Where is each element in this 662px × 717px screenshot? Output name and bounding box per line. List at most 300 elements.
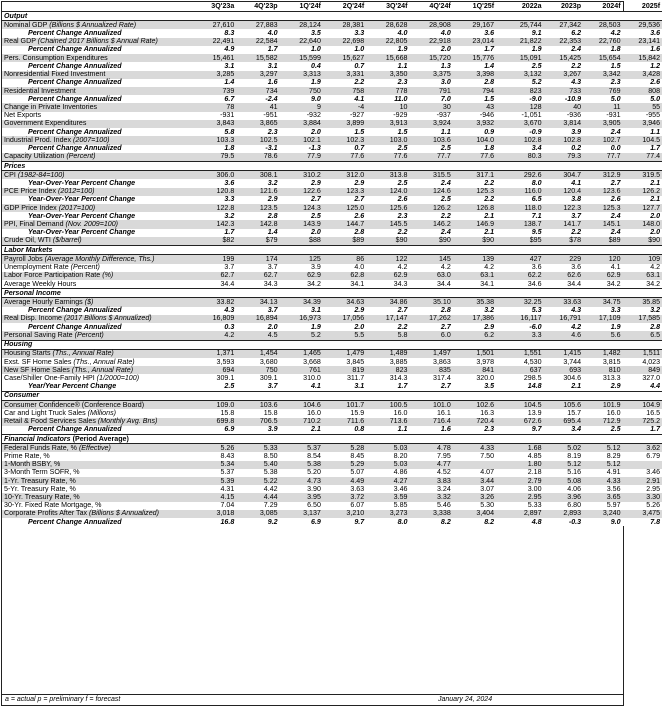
percent-change-row xyxy=(2,95,662,103)
table-cell: 1.7 xyxy=(193,229,236,237)
table-cell: 637 xyxy=(504,366,544,374)
table-cell: 40 xyxy=(544,103,584,111)
table-cell: 3,843 xyxy=(193,120,236,128)
table-cell: 4.2 xyxy=(544,323,584,331)
table-cell: 35.10 xyxy=(409,298,452,307)
col-header: 2Q'24f xyxy=(323,2,366,12)
row-label-unit: (2017 Billions $ Annualized) xyxy=(63,314,152,323)
table-cell: 3,744 xyxy=(544,358,584,366)
table-cell: 77.6 xyxy=(366,153,409,162)
table-cell: 122 xyxy=(366,255,409,264)
table-cell: 63.1 xyxy=(623,272,662,280)
table-cell: 2.7 xyxy=(583,179,623,187)
table-cell: 758 xyxy=(323,87,366,95)
table-cell: 3,297 xyxy=(236,71,279,79)
table-cell: 104.5 xyxy=(623,136,662,144)
table-cell: 17,386 xyxy=(453,315,496,323)
table-cell: 2.4 xyxy=(409,229,452,237)
table-cell: 1.6 xyxy=(236,79,279,87)
table-cell: 104.0 xyxy=(453,136,496,144)
table-cell: 3.6 xyxy=(453,29,496,37)
table-cell: 1.2 xyxy=(623,62,662,70)
table-cell: 2.5 xyxy=(193,383,236,392)
table-cell: 109 xyxy=(623,255,662,264)
column-gap xyxy=(496,237,504,246)
table-cell: 28,628 xyxy=(366,21,409,30)
section-title xyxy=(2,246,662,255)
table-cell: 16.0 xyxy=(280,409,323,417)
table-cell: 30 xyxy=(409,103,452,111)
table-cell: 0.7 xyxy=(323,145,366,153)
row-label-text: Nonresidential Fixed Investment xyxy=(4,70,106,79)
table-cell: 9.0 xyxy=(280,95,323,103)
table-cell: 695.4 xyxy=(544,418,584,426)
table-cell: 7.95 xyxy=(409,452,452,460)
col-header: 3Q'23a xyxy=(193,2,236,12)
table-cell: 2.9 xyxy=(236,196,279,204)
row-label-unit: ($/barrel) xyxy=(52,236,82,245)
table-cell: 22,698 xyxy=(323,38,366,46)
table-cell: 3.6 xyxy=(504,264,544,272)
table-cell: 34.75 xyxy=(583,298,623,307)
table-cell: 3,899 xyxy=(323,120,366,128)
column-gap xyxy=(496,179,504,187)
table-cell: 28,124 xyxy=(280,21,323,30)
table-cell: 2.2 xyxy=(453,179,496,187)
column-gap xyxy=(496,307,504,315)
table-cell: 122.3 xyxy=(544,204,584,212)
table-cell: 2.95 xyxy=(504,493,544,501)
table-cell: 78 xyxy=(193,103,236,111)
table-cell: 3,313 xyxy=(280,71,323,79)
table-cell: 2.1 xyxy=(544,383,584,392)
table-cell: 3.46 xyxy=(623,469,662,477)
table-cell: 15,720 xyxy=(409,54,452,62)
table-cell: 6.07 xyxy=(323,502,366,510)
table-cell: 3,285 xyxy=(193,71,236,79)
row-label-text: Percent Change Annualized xyxy=(28,29,122,37)
col-header: 2025f xyxy=(623,2,662,12)
row-label-unit: (Millions) xyxy=(87,408,116,417)
column-gap xyxy=(496,323,504,331)
table-cell: $78 xyxy=(544,237,584,246)
table-cell: 3,668 xyxy=(280,358,323,366)
row-label-text: 5-Yr. Treasury Rate, % xyxy=(4,484,76,493)
table-cell: 699.8 xyxy=(193,418,236,426)
column-gap xyxy=(496,229,504,237)
table-cell: 0.8 xyxy=(323,426,366,435)
table-cell: 4.91 xyxy=(583,469,623,477)
table-cell: 101.9 xyxy=(583,401,623,410)
table-cell: 2.3 xyxy=(366,212,409,220)
table-cell: 145 xyxy=(409,255,452,264)
table-cell: 23,141 xyxy=(623,38,662,46)
table-cell: 55 xyxy=(623,103,662,111)
table-cell: 849 xyxy=(623,366,662,374)
table-cell: 317.4 xyxy=(409,374,452,382)
table-cell: 103.0 xyxy=(366,136,409,144)
table-cell: 2.0 xyxy=(236,323,279,331)
table-cell: 4,530 xyxy=(504,358,544,366)
table-cell: 34.1 xyxy=(323,280,366,289)
column-gap xyxy=(496,38,504,46)
table-cell: -936 xyxy=(544,112,584,120)
col-header: 2024f xyxy=(583,2,623,12)
section-label: Consumer xyxy=(4,391,40,400)
table-cell: 5.46 xyxy=(409,502,452,510)
table-cell: 4.2 xyxy=(409,264,452,272)
table-cell: 716.4 xyxy=(409,418,452,426)
table-cell: 2.95 xyxy=(623,485,662,493)
table-cell: 142.3 xyxy=(193,220,236,228)
column-gap xyxy=(496,485,504,493)
table-cell: $88 xyxy=(280,237,323,246)
column-gap xyxy=(496,493,504,501)
table-cell: -4 xyxy=(323,103,366,111)
table-cell: 1.6 xyxy=(623,46,662,54)
table-cell: 11 xyxy=(583,103,623,111)
table-cell: 3,884 xyxy=(280,120,323,128)
row-label-unit: (2012=100) xyxy=(58,187,95,196)
table-cell: 5.02 xyxy=(544,444,584,453)
table-cell: 3.95 xyxy=(280,493,323,501)
row-label-unit: (2007=100) xyxy=(73,135,110,144)
table-cell: 2.3 xyxy=(583,79,623,87)
table-cell: 1.4 xyxy=(236,229,279,237)
table-cell: -1.3 xyxy=(280,145,323,153)
column-gap xyxy=(496,79,504,87)
row-label-text: 10-Yr. Treasury Rate, % xyxy=(4,493,80,502)
table-cell: 3,350 xyxy=(366,71,409,79)
col-header: 2022a xyxy=(504,2,544,12)
table-cell: 1.5 xyxy=(583,62,623,70)
percent-change-row xyxy=(2,145,662,153)
table-cell: 292.6 xyxy=(504,171,544,180)
percent-change-row xyxy=(2,196,662,204)
table-cell: 1.8 xyxy=(583,46,623,54)
table-cell: 3.3 xyxy=(193,196,236,204)
table-cell: 34.3 xyxy=(366,280,409,289)
table-cell: 104.9 xyxy=(623,401,662,410)
table-cell: 3,865 xyxy=(236,120,279,128)
economic-forecast-table xyxy=(1,1,661,706)
table-cell: 1.9 xyxy=(280,323,323,331)
row-label-text: 1-Yr. Treasury Rate, % xyxy=(4,476,76,485)
column-gap xyxy=(496,444,504,453)
row-label-text: PPI, Final Demand xyxy=(4,220,64,229)
row-label-text: 3-Month Term SOFR, % xyxy=(4,468,80,477)
table-cell: 22,584 xyxy=(236,38,279,46)
table-cell: 3.3 xyxy=(583,307,623,315)
row-label-text: 30-Yr. Fixed Rate Mortgage, % xyxy=(4,501,102,510)
table-cell: 15,776 xyxy=(453,54,496,62)
table-cell: 3,913 xyxy=(366,120,409,128)
column-gap xyxy=(496,272,504,280)
table-cell: 3.7 xyxy=(236,264,279,272)
table-cell: 810 xyxy=(583,366,623,374)
row-label-text: Industrial Prod. Index xyxy=(4,135,72,144)
column-gap xyxy=(496,401,504,410)
row-label-text: Year-Over-Year Percent Change xyxy=(28,195,136,204)
percent-change-row xyxy=(2,518,662,526)
table-cell: 3.9 xyxy=(544,128,584,136)
section-sublabel: (Period Average) xyxy=(72,434,129,443)
row-label-unit: (1/2000=100) xyxy=(96,373,140,382)
section-header xyxy=(2,289,662,298)
table-cell: 808 xyxy=(623,87,662,95)
table-cell: 4.3 xyxy=(193,307,236,315)
table-row xyxy=(2,272,662,280)
column-gap xyxy=(496,331,504,340)
table-cell: 1.8 xyxy=(453,145,496,153)
table-cell: 9.5 xyxy=(504,229,544,237)
table-cell: 311.7 xyxy=(323,374,366,382)
row-label-text: CPI xyxy=(4,170,16,179)
table-cell: 62.2 xyxy=(504,272,544,280)
table-cell: 33.63 xyxy=(544,298,584,307)
table-row xyxy=(2,255,662,264)
row-label xyxy=(2,383,193,392)
table-cell: 9.0 xyxy=(583,518,623,526)
table-cell: 2.5 xyxy=(366,145,409,153)
table-cell: 102.8 xyxy=(544,136,584,144)
table-cell: 2.0 xyxy=(323,323,366,331)
table-cell: 5.07 xyxy=(323,469,366,477)
table-cell: 122.8 xyxy=(193,204,236,212)
table-cell: 9.7 xyxy=(323,518,366,526)
table-cell: 62.7 xyxy=(236,272,279,280)
table-cell: 7.8 xyxy=(623,518,662,526)
section-title xyxy=(2,12,662,21)
table-cell: 5.16 xyxy=(544,469,584,477)
column-gap xyxy=(496,409,504,417)
table-cell: 7.50 xyxy=(453,452,496,460)
table-cell: $82 xyxy=(193,237,236,246)
table-cell: 5.30 xyxy=(453,502,496,510)
table-cell: 4.1 xyxy=(583,264,623,272)
section-label: Personal Income xyxy=(4,288,61,297)
table-cell: 16,973 xyxy=(280,315,323,323)
table-cell: 5.08 xyxy=(544,477,584,485)
table-cell: 17,147 xyxy=(366,315,409,323)
table-cell: 7.1 xyxy=(504,212,544,220)
table-cell: 310.2 xyxy=(280,171,323,180)
table-cell: 5.12 xyxy=(583,444,623,453)
table-cell: 143.9 xyxy=(280,220,323,228)
table-cell: 3.1 xyxy=(236,62,279,70)
table-cell: 124.6 xyxy=(409,188,452,196)
column-gap xyxy=(496,383,504,392)
row-label-unit: (Average Monthly Difference, Ths.) xyxy=(44,254,155,263)
table-cell: 21,822 xyxy=(504,38,544,46)
table-cell: 5.28 xyxy=(323,444,366,453)
table-cell: -929 xyxy=(366,112,409,120)
table-cell: 4.0 xyxy=(323,264,366,272)
table-cell: 27,610 xyxy=(193,21,236,30)
table-cell: 103.6 xyxy=(409,136,452,144)
row-label-text: Crude Oil, WTI xyxy=(4,236,51,245)
column-gap xyxy=(496,461,504,469)
table-cell: 2.1 xyxy=(453,212,496,220)
table-cell: $90 xyxy=(366,237,409,246)
table-cell: 1,415 xyxy=(544,349,584,358)
table-cell: 4.0 xyxy=(409,29,452,37)
table-cell: 3.2 xyxy=(453,307,496,315)
table-cell: 125.0 xyxy=(323,204,366,212)
table-cell: 0.9 xyxy=(453,128,496,136)
table-cell: 3,338 xyxy=(409,510,452,518)
table-cell: 304.6 xyxy=(544,374,584,382)
table-cell: 4.2 xyxy=(623,264,662,272)
table-cell: 15,668 xyxy=(366,54,409,62)
table-cell: 3,924 xyxy=(409,120,452,128)
table-cell: 3,273 xyxy=(366,510,409,518)
table-body xyxy=(2,2,662,526)
table-cell: 77.7 xyxy=(583,153,623,162)
table-cell: -6.0 xyxy=(504,323,544,331)
table-cell: -0.9 xyxy=(504,128,544,136)
table-cell: 2.4 xyxy=(544,46,584,54)
column-gap xyxy=(496,349,504,358)
row-label-text: Capacity Utilization xyxy=(4,152,65,161)
table-cell: 29,536 xyxy=(623,21,662,30)
table-cell: 15,582 xyxy=(236,54,279,62)
table-cell: 8.43 xyxy=(193,452,236,460)
table-cell: 4.4 xyxy=(623,383,662,392)
table-cell: 43 xyxy=(453,103,496,111)
table-cell: 4.6 xyxy=(544,331,584,340)
table-cell: $89 xyxy=(323,237,366,246)
table-cell: 1.9 xyxy=(504,46,544,54)
table-cell: -955 xyxy=(623,112,662,120)
table-cell: 3.32 xyxy=(409,493,452,501)
table-cell: 102.5 xyxy=(236,136,279,144)
table-cell: 2.1 xyxy=(623,179,662,187)
table-cell: 319.5 xyxy=(623,171,662,180)
table-cell: 1.5 xyxy=(453,95,496,103)
percent-change-row xyxy=(2,79,662,87)
row-label-unit: (2017=100) xyxy=(58,203,96,212)
section-title xyxy=(2,161,662,170)
row-label-text: Percent Change Annualized xyxy=(28,45,122,54)
table-cell: 34.86 xyxy=(366,298,409,307)
table-cell: -3.1 xyxy=(236,145,279,153)
table-cell: 317.1 xyxy=(453,171,496,180)
table-cell: 309.1 xyxy=(193,374,236,382)
table-cell: 5.26 xyxy=(193,444,236,453)
table-cell: 62.8 xyxy=(323,272,366,280)
column-gap xyxy=(496,477,504,485)
table-cell: 3,404 xyxy=(453,510,496,518)
table-cell: 2.7 xyxy=(366,307,409,315)
table-cell: 34.3 xyxy=(236,280,279,289)
table-cell: $95 xyxy=(504,237,544,246)
table-cell: 713.6 xyxy=(366,418,409,426)
column-gap xyxy=(496,298,504,307)
table-cell: 725.2 xyxy=(623,418,662,426)
table-cell: 2.4 xyxy=(583,128,623,136)
row-label-text: Consumer Confidence® (Conference Board) xyxy=(4,400,145,409)
table-cell: 3,331 xyxy=(323,71,366,79)
table-cell: 2.5 xyxy=(504,62,544,70)
table-cell: 2.0 xyxy=(623,229,662,237)
table-cell: 304.7 xyxy=(544,171,584,180)
table-cell: 16.0 xyxy=(583,409,623,417)
table-cell: 3,267 xyxy=(544,71,584,79)
table-cell: 34.2 xyxy=(280,280,323,289)
table-cell: 22,805 xyxy=(366,38,409,46)
table-cell: 1.9 xyxy=(280,79,323,87)
table-cell: 63.1 xyxy=(453,272,496,280)
table-cell: 6.2 xyxy=(453,331,496,340)
table-cell: 25,744 xyxy=(504,21,544,30)
table-cell: 5.38 xyxy=(280,461,323,469)
column-gap xyxy=(496,315,504,323)
table-cell: -932 xyxy=(280,112,323,120)
table-cell: 309.1 xyxy=(236,374,279,382)
table-cell: 2,893 xyxy=(544,510,584,518)
table-cell: 819 xyxy=(323,366,366,374)
table-cell: 1.5 xyxy=(366,128,409,136)
table-cell: 761 xyxy=(280,366,323,374)
table-cell: 5.37 xyxy=(193,469,236,477)
table-cell: 3.90 xyxy=(280,485,323,493)
table-cell: 8.0 xyxy=(504,179,544,187)
table-cell: 10 xyxy=(366,103,409,111)
column-gap xyxy=(496,264,504,272)
table-cell: 2.6 xyxy=(583,196,623,204)
table-cell: 3,398 xyxy=(453,71,496,79)
table-cell: 4.0 xyxy=(366,29,409,37)
table-cell: 3,240 xyxy=(583,510,623,518)
table-cell: 3.24 xyxy=(409,485,452,493)
table-cell: -0.3 xyxy=(544,518,584,526)
table-cell: -10.9 xyxy=(544,95,584,103)
table-cell: 2.5 xyxy=(366,179,409,187)
table-cell: 144.7 xyxy=(323,220,366,228)
table-cell: 5.34 xyxy=(193,461,236,469)
table-cell: 2.18 xyxy=(504,469,544,477)
row-label-unit: (Monthly Avg. Bns) xyxy=(97,417,158,426)
table-cell: 2.6 xyxy=(623,79,662,87)
table-cell: 4.44 xyxy=(236,493,279,501)
table-cell: 126.8 xyxy=(453,204,496,212)
table-cell: 1,501 xyxy=(453,349,496,358)
table-cell: 712.9 xyxy=(583,418,623,426)
table-cell: 5.39 xyxy=(193,477,236,485)
table-cell: 3,475 xyxy=(623,510,662,518)
table-cell: 120.4 xyxy=(544,188,584,196)
table-cell: 4.2 xyxy=(366,264,409,272)
table-cell: 2.5 xyxy=(409,145,452,153)
table-cell: 693 xyxy=(544,366,584,374)
table-row xyxy=(2,153,662,162)
table-row xyxy=(2,461,662,469)
table-cell: -937 xyxy=(409,112,452,120)
column-gap xyxy=(496,188,504,196)
table-cell: 3.30 xyxy=(623,493,662,501)
table-cell: 711.6 xyxy=(323,418,366,426)
table-cell: 35.38 xyxy=(453,298,496,307)
table-cell: 4.06 xyxy=(544,485,584,493)
table-cell: 14.8 xyxy=(504,383,544,392)
row-label xyxy=(2,237,193,246)
table-cell: 9 xyxy=(280,103,323,111)
table-cell: 3.8 xyxy=(544,196,584,204)
table-cell: -9.0 xyxy=(504,95,544,103)
table-cell: 8.29 xyxy=(583,452,623,460)
table-cell: 62.6 xyxy=(544,272,584,280)
